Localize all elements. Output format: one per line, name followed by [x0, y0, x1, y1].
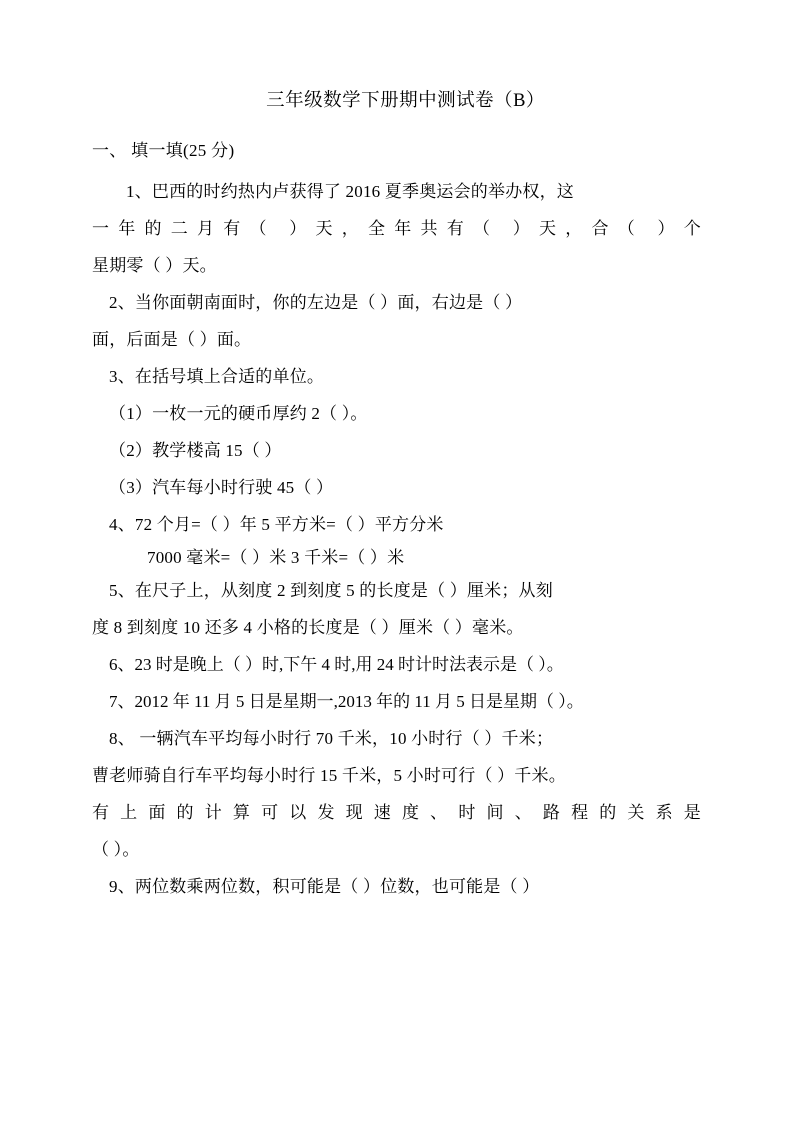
question-6: 6、23 时是晚上（ ）时,下午 4 时,用 24 时计时法表示是（ ）。: [109, 655, 564, 674]
question-3-item-c: （3）汽车每小时行驶 45（ ）: [109, 478, 334, 497]
question-9: 9、两位数乘两位数，积可能是（ ）位数，也可能是（ ）: [109, 877, 540, 896]
question-3-item-b: （2）教学楼高 15（ ）: [109, 441, 282, 460]
question-2-line-2: 面，后面是（ ）面。: [92, 330, 252, 349]
question-2-line-1: 2、当你面朝南面时，你的左边是（ ）面，右边是（ ）: [109, 293, 523, 312]
question-7: 7、2012 年 11 月 5 日是星期一,2013 年的 11 月 5 日是星期（ ）。: [109, 692, 584, 711]
question-4-line-2: 7000 毫米=（ ）米 3 千米=（ ）米: [147, 548, 405, 567]
section-heading-fill-in-blanks: 一、 填一填(25 分): [92, 141, 235, 160]
question-8-line-1: 8、 一辆汽车平均每小时行 70 千米，10 小时行（ ）千米；: [109, 729, 554, 748]
question-4-line-1: 4、72 个月=（ ）年 5 平方米=（ ）平方分米: [109, 515, 444, 534]
question-1-line-1: 1、巴西的时约热内卢获得了 2016 夏季奥运会的举办权，这: [126, 182, 574, 201]
question-8-line-3: 有上面的计算可以发现速度、时间、路程的关系是: [92, 803, 701, 822]
question-8-line-4: （ ）。: [92, 840, 140, 859]
question-5-line-2: 度 8 到刻度 10 还多 4 小格的长度是（ ）厘米（ ）毫米。: [92, 618, 524, 637]
question-3-item-a: （1）一枚一元的硬币厚约 2（ ）。: [109, 404, 368, 423]
question-1-line-3: 星期零（ ）天。: [92, 256, 217, 275]
question-3-heading: 3、在括号填上合适的单位。: [109, 367, 325, 386]
question-1-line-2: 一年的二月有（ ）天，全年共有（ ）天，合（ ）个: [92, 219, 701, 238]
question-8-line-2: 曹老师骑自行车平均每小时行 15 千米，5 小时可行（ ）千米。: [92, 766, 566, 785]
page-title: 三年级数学下册期中测试卷（B）: [266, 91, 545, 111]
question-5-line-1: 5、在尺子上，从刻度 2 到刻度 5 的长度是（ ）厘米；从刻: [109, 581, 553, 600]
